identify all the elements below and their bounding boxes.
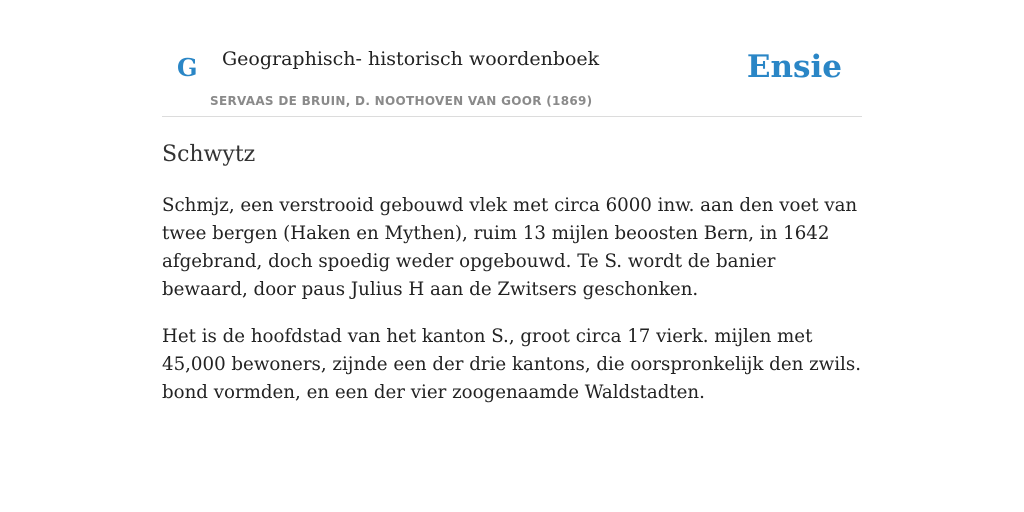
book-author: SERVAAS DE BRUIN, D. NOOTHOVEN VAN GOOR (1869) bbox=[210, 94, 593, 108]
book-title[interactable]: Geographisch- historisch woordenboek bbox=[222, 48, 600, 70]
ensie-logo[interactable]: Ensie bbox=[746, 49, 842, 85]
entry-title: Schwytz bbox=[162, 142, 256, 167]
book-header bbox=[162, 0, 862, 117]
page bbox=[162, 0, 862, 403]
book-initial[interactable]: G bbox=[177, 53, 198, 82]
entry-paragraph: Het is de hoofdstad van het kanton S., groot circa 17 vierk. mijlen met 45,000 bewoners, zijnde een der drie kantons, die oorspronkelijk den zwils. bond vormden, en een der vier zoogenaamde Waldstadten. bbox=[162, 326, 861, 403]
entry-paragraph: Schmjz, een verstrooid gebouwd vlek met circa 6000 inw. aan den voet van twee bergen (Haken en Mythen), ruim 13 mijlen beoosten Bern, in 1642 afgebrand, doch spoedig weder opgebouwd. Te S. wordt de banier bewaard, door paus Julius H aan de Zwitsers geschonken. bbox=[162, 195, 858, 300]
entry-body bbox=[162, 192, 862, 426]
